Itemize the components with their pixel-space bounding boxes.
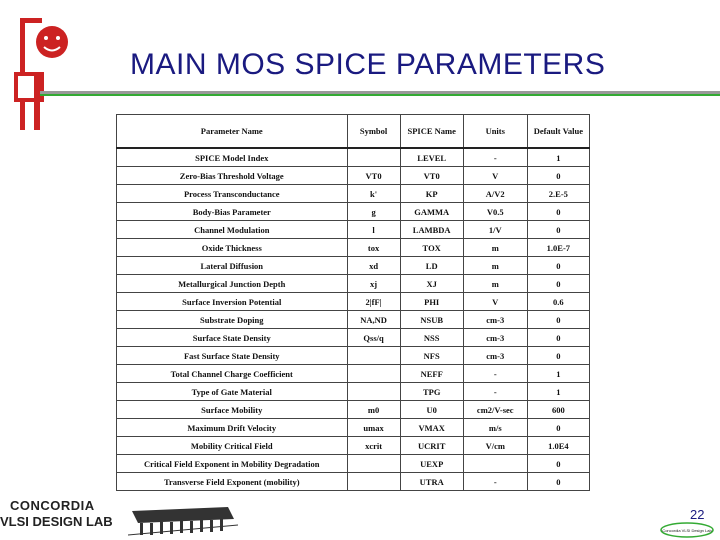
cell-parameter-name: Total Channel Charge Coefficient (117, 365, 348, 383)
cell-parameter-name: Fast Surface State Density (117, 347, 348, 365)
cell-default-value: 1 (527, 383, 589, 401)
table-row (117, 383, 590, 401)
table-row (117, 185, 590, 203)
cell-symbol: tox (347, 239, 400, 257)
cell-parameter-name: Zero-Bias Threshold Voltage (117, 167, 348, 185)
cell-default-value: 0 (527, 329, 589, 347)
lab-name-line1: CONCORDIA (10, 498, 95, 513)
lab-badge-text: Concordia VLSI Design Lab (662, 528, 712, 533)
cell-parameter-name: SPICE Model Index (117, 148, 348, 167)
cell-units: 1/V (463, 221, 527, 239)
cell-default-value: 1 (527, 365, 589, 383)
cell-symbol: 2|fF| (347, 293, 400, 311)
table-row (117, 148, 590, 167)
cell-default-value: 0 (527, 419, 589, 437)
table-row (117, 203, 590, 221)
cell-symbol: VT0 (347, 167, 400, 185)
cell-units: cm2/V-sec (463, 401, 527, 419)
cell-units: m/s (463, 419, 527, 437)
cell-symbol (347, 148, 400, 167)
cell-spice-name: NSS (400, 329, 463, 347)
cell-spice-name: PHI (400, 293, 463, 311)
cell-symbol: m0 (347, 401, 400, 419)
cell-units: cm-3 (463, 311, 527, 329)
cell-default-value: 0 (527, 347, 589, 365)
cell-spice-name: NSUB (400, 311, 463, 329)
cell-symbol: k' (347, 185, 400, 203)
table-row (117, 167, 590, 185)
cell-symbol (347, 383, 400, 401)
cell-parameter-name: Oxide Thickness (117, 239, 348, 257)
cell-default-value: 0 (527, 167, 589, 185)
spice-parameter-table (116, 114, 590, 491)
cell-units: V/cm (463, 437, 527, 455)
table-row (117, 293, 590, 311)
cell-parameter-name: Transverse Field Exponent (mobility) (117, 473, 348, 491)
cell-symbol: g (347, 203, 400, 221)
cell-default-value: 0 (527, 275, 589, 293)
cell-symbol (347, 347, 400, 365)
table-body (117, 148, 590, 491)
cell-symbol: l (347, 221, 400, 239)
cell-spice-name: XJ (400, 275, 463, 293)
lab-name-line2: VLSI DESIGN LAB (0, 514, 113, 529)
cell-default-value: 1 (527, 148, 589, 167)
cell-symbol: NA,ND (347, 311, 400, 329)
cell-spice-name: UEXP (400, 455, 463, 473)
cell-units: m (463, 239, 527, 257)
cell-default-value: 0 (527, 257, 589, 275)
lab-badge-icon (660, 522, 714, 538)
lab-logo (0, 494, 130, 540)
cell-units: V (463, 167, 527, 185)
table-row (117, 455, 590, 473)
cell-spice-name: VT0 (400, 167, 463, 185)
table-row (117, 239, 590, 257)
cell-spice-name: LD (400, 257, 463, 275)
cell-default-value: 0.6 (527, 293, 589, 311)
cell-symbol (347, 455, 400, 473)
cell-parameter-name: Surface Mobility (117, 401, 348, 419)
cell-units: cm-3 (463, 329, 527, 347)
cell-parameter-name: Process Transconductance (117, 185, 348, 203)
cell-spice-name: GAMMA (400, 203, 463, 221)
cell-parameter-name: Surface Inversion Potential (117, 293, 348, 311)
table-row (117, 473, 590, 491)
cell-symbol: xd (347, 257, 400, 275)
cell-spice-name: TOX (400, 239, 463, 257)
table-row (117, 347, 590, 365)
cell-default-value: 0 (527, 473, 589, 491)
cell-default-value: 0 (527, 311, 589, 329)
table-row (117, 329, 590, 347)
cell-parameter-name: Substrate Doping (117, 311, 348, 329)
table-header-row (117, 115, 590, 149)
cell-default-value: 600 (527, 401, 589, 419)
cell-spice-name: NEFF (400, 365, 463, 383)
cell-symbol: umax (347, 419, 400, 437)
cell-default-value: 1.0E-7 (527, 239, 589, 257)
cell-units: m (463, 257, 527, 275)
cell-parameter-name: Lateral Diffusion (117, 257, 348, 275)
cell-parameter-name: Mobility Critical Field (117, 437, 348, 455)
cell-symbol (347, 473, 400, 491)
spice-parameter-table-container (116, 114, 590, 496)
table-row (117, 257, 590, 275)
cell-symbol: xj (347, 275, 400, 293)
cell-spice-name: TPG (400, 383, 463, 401)
cell-parameter-name: Channel Modulation (117, 221, 348, 239)
title-divider-accent (40, 94, 720, 96)
header-units: Units (463, 115, 527, 149)
cell-units: - (463, 473, 527, 491)
header-default-value: Default Value (527, 115, 589, 149)
cell-spice-name: NFS (400, 347, 463, 365)
cell-spice-name: LEVEL (400, 148, 463, 167)
page-title: MAIN MOS SPICE PARAMETERS (130, 48, 606, 81)
cell-spice-name: U0 (400, 401, 463, 419)
cell-default-value: 0 (527, 455, 589, 473)
cell-parameter-name: Maximum Drift Velocity (117, 419, 348, 437)
corner-logo-icon (0, 0, 80, 140)
page-number: 22 (690, 507, 705, 522)
cell-units: V (463, 293, 527, 311)
cell-symbol: Qss/q (347, 329, 400, 347)
cell-default-value: 0 (527, 221, 589, 239)
cell-default-value: 2.E-5 (527, 185, 589, 203)
chip-icon (128, 505, 238, 537)
cell-spice-name: KP (400, 185, 463, 203)
cell-units: - (463, 383, 527, 401)
table-row (117, 401, 590, 419)
table-row (117, 221, 590, 239)
cell-parameter-name: Critical Field Exponent in Mobility Degradation (117, 455, 348, 473)
table-row (117, 311, 590, 329)
table-row (117, 365, 590, 383)
header-symbol: Symbol (347, 115, 400, 149)
header-spice-name: SPICE Name (400, 115, 463, 149)
cell-symbol: xcrit (347, 437, 400, 455)
cell-units: - (463, 365, 527, 383)
table-row (117, 419, 590, 437)
cell-spice-name: VMAX (400, 419, 463, 437)
cell-default-value: 0 (527, 203, 589, 221)
cell-units: cm-3 (463, 347, 527, 365)
cell-parameter-name: Metallurgical Junction Depth (117, 275, 348, 293)
table-row (117, 437, 590, 455)
cell-units (463, 455, 527, 473)
cell-units: V0.5 (463, 203, 527, 221)
cell-spice-name: UTRA (400, 473, 463, 491)
cell-units: m (463, 275, 527, 293)
cell-parameter-name: Type of Gate Material (117, 383, 348, 401)
cell-parameter-name: Body-Bias Parameter (117, 203, 348, 221)
cell-default-value: 1.0E4 (527, 437, 589, 455)
cell-units: A/V2 (463, 185, 527, 203)
table-row (117, 275, 590, 293)
cell-spice-name: UCRIT (400, 437, 463, 455)
header-parameter-name: Parameter Name (117, 115, 348, 149)
cell-spice-name: LAMBDA (400, 221, 463, 239)
cell-parameter-name: Surface State Density (117, 329, 348, 347)
cell-symbol (347, 365, 400, 383)
cell-units: - (463, 148, 527, 167)
